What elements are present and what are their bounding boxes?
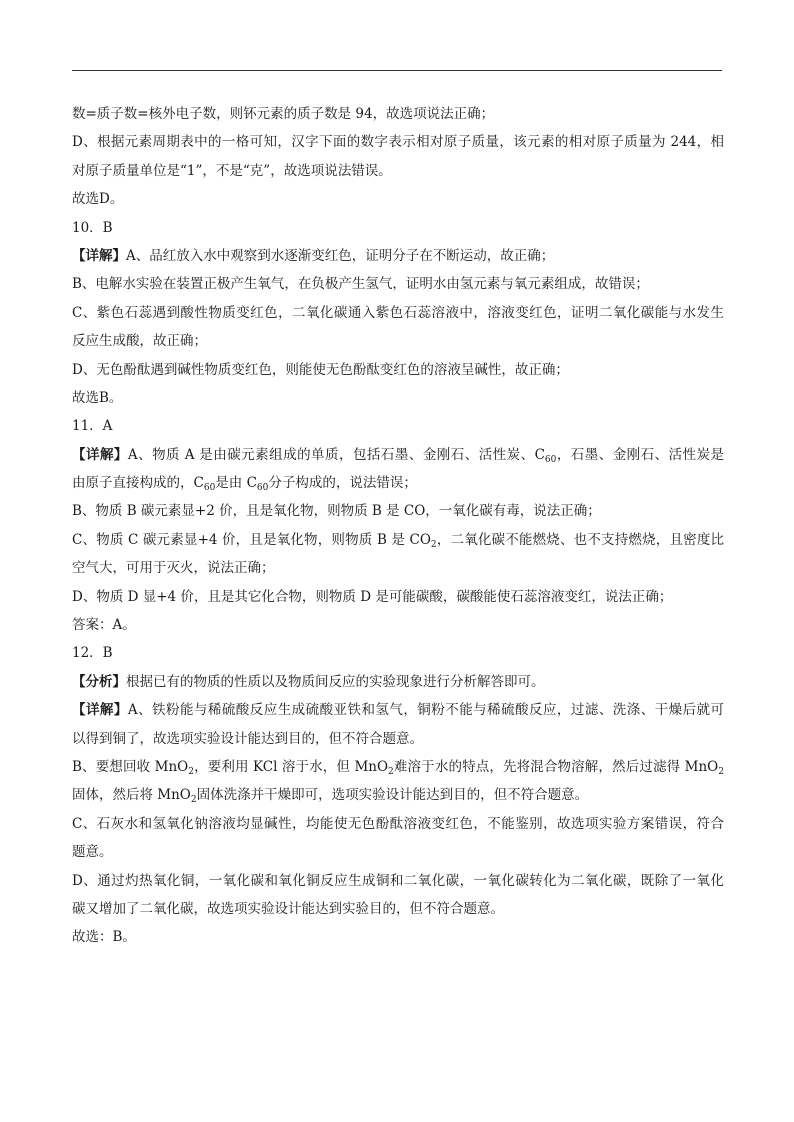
text-segment: A、物质 A 是由碳元素组成的单质，包括石墨、金刚石、活性炭、C bbox=[127, 446, 545, 463]
section-label: 【详解】 bbox=[72, 446, 128, 463]
text-segment: 答案：A。 bbox=[72, 617, 136, 634]
text-segment: 以得到铜了，故选项实验设计能达到目的，但不符合题意。 bbox=[72, 730, 423, 747]
section-label: 【分析】 bbox=[72, 673, 126, 690]
text-line bbox=[72, 639, 724, 667]
text-line bbox=[72, 554, 724, 582]
text-segment: 数=质子数=核外电子数，则钚元素的质子数是 94，故选项说法正确； bbox=[72, 106, 495, 122]
text-line bbox=[72, 270, 724, 298]
text-segment: 由原子直接构成的，C bbox=[72, 475, 204, 492]
text-segment: B、物质 B 碳元素显+2 价，且是氧化物，则物质 B 是 CO，一氧化碳有毒，说法正确； bbox=[72, 503, 601, 520]
text-line bbox=[72, 100, 724, 128]
text-line bbox=[72, 214, 724, 242]
subscript: 60 bbox=[256, 483, 269, 494]
section-label: 【详解】 bbox=[72, 247, 126, 264]
text-line bbox=[72, 441, 724, 469]
subscript: 2 bbox=[190, 795, 197, 806]
subscript: 2 bbox=[188, 766, 194, 777]
text-segment: A、品红放入水中观察到水逐渐变红色，证明分子在不断运动，故正确； bbox=[126, 247, 555, 264]
text-line bbox=[72, 781, 724, 809]
text-segment: 根据已有的物质的性质以及物质间反应的实验现象进行分析解答即可。 bbox=[126, 673, 545, 690]
text-segment: 10．B bbox=[72, 219, 113, 236]
header-rule bbox=[72, 70, 722, 71]
subscript: 2 bbox=[388, 766, 394, 777]
text-line bbox=[72, 526, 724, 554]
text-segment: ，二氧化碳不能燃烧、也不支持燃烧，且密度比 bbox=[436, 531, 724, 548]
text-segment: 11．A bbox=[72, 418, 113, 435]
text-line bbox=[72, 696, 724, 724]
text-segment: 空气大，可用于灭火，说法正确； bbox=[72, 560, 275, 577]
subscript: 2 bbox=[718, 766, 724, 777]
text-segment: C、物质 C 碳元素显+4 价，且是氧化物，则物质 B 是 CO bbox=[72, 531, 431, 548]
text-line bbox=[72, 412, 724, 440]
text-line bbox=[72, 356, 724, 384]
text-segment: 碳又增加了二氧化碳，故选项实验设计能达到实验目的，但不符合题意。 bbox=[72, 900, 504, 917]
text-segment: B、要想回收 MnO bbox=[72, 758, 189, 775]
document-body bbox=[72, 100, 724, 952]
text-segment: C、紫色石蕊遇到酸性物质变红色，二氧化碳通入紫色石蕊溶液中，溶液变红色，证明二氧化碳能与水发生 bbox=[72, 304, 724, 321]
text-segment: A、铁粉能与稀硫酸反应生成硫酸亚铁和氢气，铜粉不能与稀硫酸反应，过滤、洗涤、干燥后就可 bbox=[127, 702, 724, 719]
text-segment: 题意。 bbox=[72, 844, 113, 861]
text-line bbox=[72, 583, 724, 611]
text-segment: 故选：B。 bbox=[72, 929, 136, 946]
text-segment: B、电解水实验在装置正极产生氧气，在负极产生氢气，证明水由氢元素与氧元素组成，故错误； bbox=[72, 276, 649, 293]
text-segment: 故选D。 bbox=[72, 191, 124, 208]
text-segment: 反应生成酸，故正确； bbox=[72, 333, 207, 350]
text-line bbox=[72, 185, 724, 213]
text-line bbox=[72, 668, 724, 696]
text-line bbox=[72, 838, 724, 866]
text-line bbox=[72, 497, 724, 525]
text-line bbox=[72, 867, 724, 895]
text-line bbox=[72, 895, 724, 923]
text-segment: D、根据元素周期表中的一格可知，汉字下面的数字表示相对原子质量，该元素的相对原子质量为 244，相 bbox=[72, 134, 724, 151]
text-segment: 分子构成的，说法错误； bbox=[268, 475, 417, 492]
text-segment: 12．B bbox=[72, 645, 113, 662]
text-segment: 固体洗涤并干燥即可，选项实验设计能达到目的，但不符合题意。 bbox=[196, 787, 589, 804]
text-segment: C、石灰水和氢氧化钠溶液均显碱性，均能使无色酚酞溶液变红色，不能鉴别，故选项实验方案错误，符合 bbox=[72, 815, 724, 832]
section-label: 【详解】 bbox=[72, 702, 128, 719]
text-line bbox=[72, 299, 724, 327]
subscript: 2 bbox=[430, 539, 437, 550]
text-line bbox=[72, 810, 724, 838]
text-segment: 是由 C bbox=[215, 475, 257, 492]
text-segment: ，要利用 KCl 溶于水，但 MnO bbox=[193, 758, 389, 775]
text-line bbox=[72, 384, 724, 412]
text-segment: D、无色酚酞遇到碱性物质变红色，则能使无色酚酞变红色的溶液呈碱性，故正确； bbox=[72, 361, 569, 378]
text-segment: ，石墨、金刚石、活性炭是 bbox=[556, 446, 724, 463]
text-line bbox=[72, 327, 724, 355]
text-line bbox=[72, 725, 724, 753]
text-segment: 故选B。 bbox=[72, 389, 123, 406]
text-segment: 对原子质量单位是“1”，不是“克”，故选项说法错误。 bbox=[72, 162, 392, 179]
text-line bbox=[72, 753, 724, 781]
text-line bbox=[72, 923, 724, 951]
text-line bbox=[72, 128, 724, 156]
text-segment: 难溶于水的特点，先将混合物溶解，然后过滤得 MnO bbox=[393, 758, 719, 775]
text-line bbox=[72, 242, 724, 270]
subscript: 60 bbox=[203, 483, 216, 494]
text-line bbox=[72, 469, 724, 497]
subscript: 60 bbox=[544, 454, 557, 465]
text-segment: D、物质 D 显+4 价，且是其它化合物，则物质 D 是可能碳酸，碳酸能使石蕊溶液变红，说法正确； bbox=[72, 588, 673, 605]
text-segment: 固体，然后将 MnO bbox=[72, 787, 191, 804]
text-segment: D、通过灼热氧化铜，一氧化碳和氧化铜反应生成铜和二氧化碳，一氧化碳转化为二氧化碳，既除了一氧化 bbox=[72, 872, 724, 889]
text-line bbox=[72, 611, 724, 639]
text-line bbox=[72, 157, 724, 185]
